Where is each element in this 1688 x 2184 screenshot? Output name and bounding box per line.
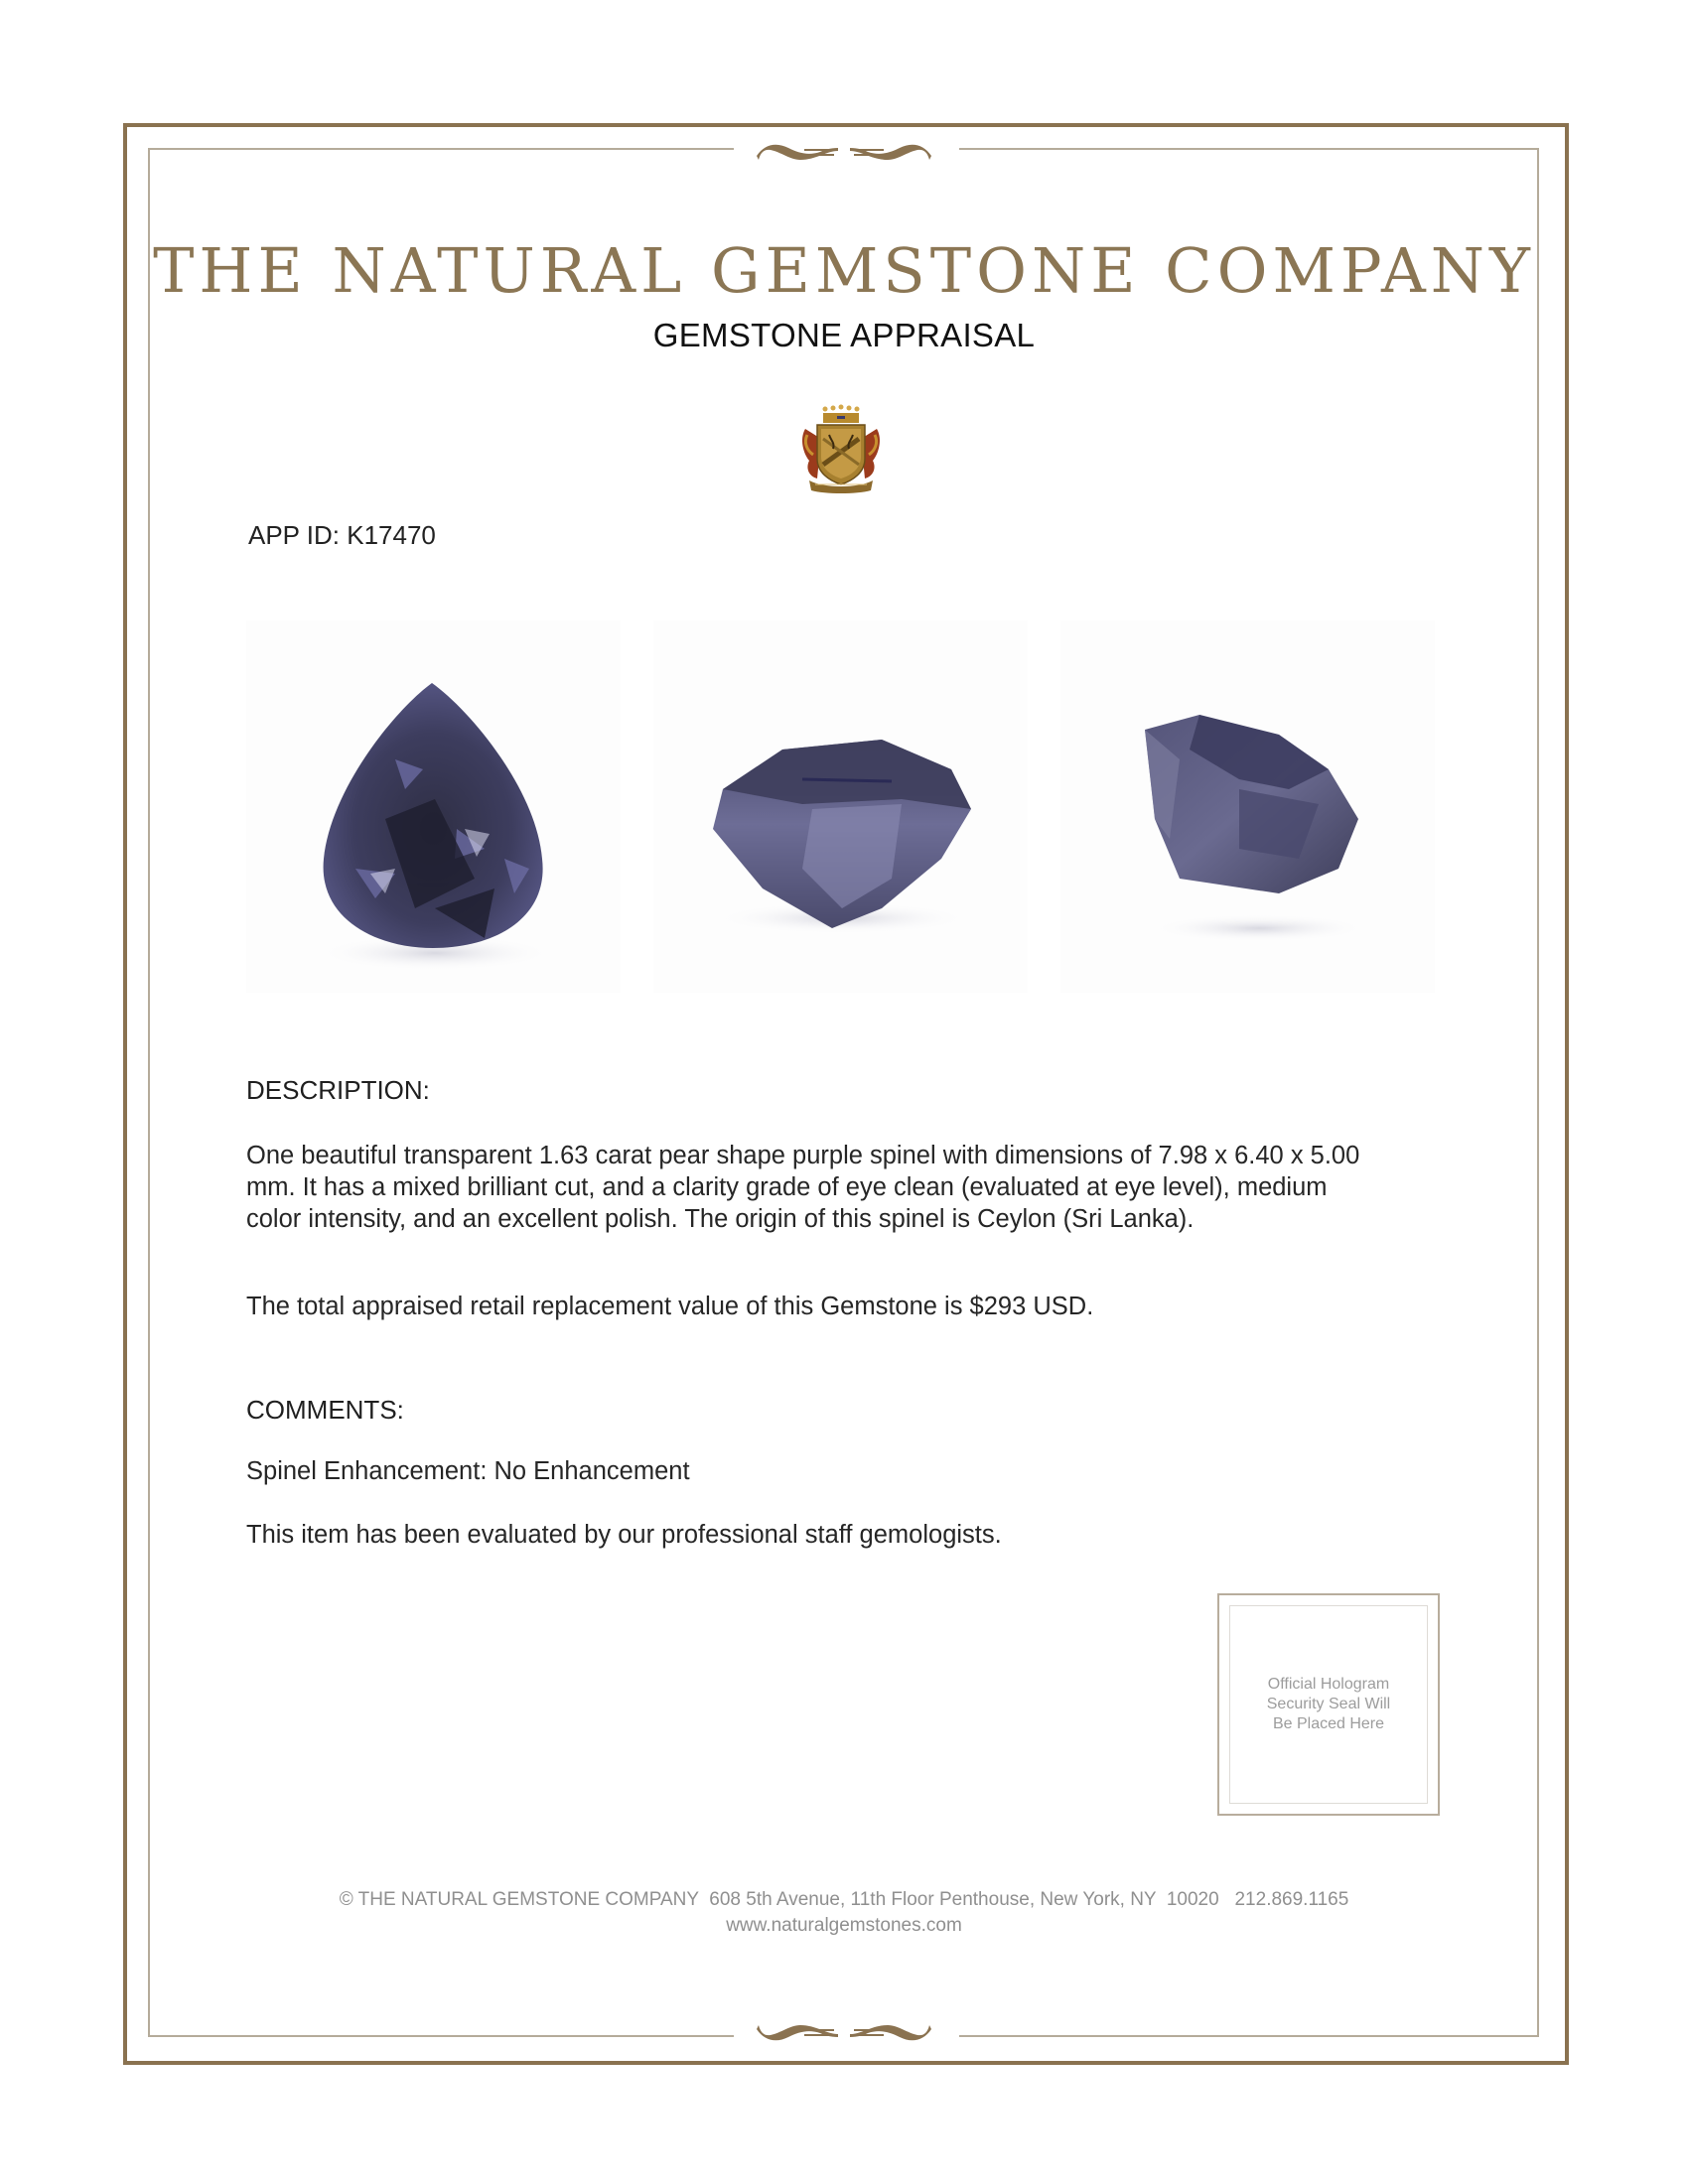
hologram-seal-placeholder: [1217, 1593, 1440, 1816]
app-id-label: APP ID:: [248, 520, 341, 550]
inner-border-top-left: [148, 148, 734, 150]
seal-line-2: Security Seal Will: [1266, 1696, 1391, 1712]
app-id-value: K17470: [347, 520, 436, 550]
inner-border-bottom-right: [959, 2035, 1539, 2037]
inner-border-top-right: [959, 148, 1539, 150]
description-line-3: color intensity, and an excellent polish. The origin of this spinel is Ceylon (Sri Lanka).: [246, 1205, 1195, 1233]
hologram-seal-text: [1249, 1675, 1408, 1734]
footer-website-link[interactable]: www.naturalgemstones.com: [726, 1915, 962, 1936]
footer-address: © THE NATURAL GEMSTONE COMPANY 608 5th Avenue, 11th Floor Penthouse, New York, NY 10020 212.869.1165: [339, 1889, 1349, 1910]
evaluation-note: This item has been evaluated by our professional staff gemologists.: [246, 1521, 1002, 1549]
hologram-seal-inner-box: [1229, 1605, 1428, 1804]
inner-border-left: [148, 148, 150, 2037]
enhancement-comment: Spinel Enhancement: No Enhancement: [246, 1457, 690, 1485]
company-name-heading: THE NATURAL GEMSTONE COMPANY: [153, 234, 1535, 307]
gem-photo-top-view: [246, 620, 621, 993]
description-line-1: One beautiful transparent 1.63 carat pear shape purple spinel with dimensions of 7.98 x 6.40 x 5.00: [246, 1142, 1360, 1169]
gem-photo-angle-view: [1060, 620, 1435, 993]
comments-heading: COMMENTS:: [246, 1395, 404, 1425]
app-id: [248, 520, 436, 551]
flourish-ornament-bottom-icon: [755, 2021, 933, 2051]
document-title: GEMSTONE APPRAISAL: [652, 317, 1036, 353]
gem-photo-side-view: [653, 620, 1028, 993]
seal-line-3: Be Placed Here: [1272, 1715, 1385, 1732]
description-heading: DESCRIPTION:: [246, 1075, 430, 1105]
inner-border-bottom-left: [148, 2035, 734, 2037]
company-crest-icon: [799, 399, 883, 494]
appraised-value-statement: The total appraised retail replacement value of this Gemstone is $293 USD.: [246, 1293, 1094, 1320]
description-line-2: mm. It has a mixed brilliant cut, and a clarity grade of eye clean (evaluated at eye level), medium: [246, 1173, 1328, 1201]
description-paragraph: [246, 1140, 1458, 1235]
seal-line-1: Official Hologram: [1267, 1676, 1390, 1693]
inner-border-right: [1537, 148, 1539, 2037]
flourish-ornament-top-icon: [755, 134, 933, 164]
